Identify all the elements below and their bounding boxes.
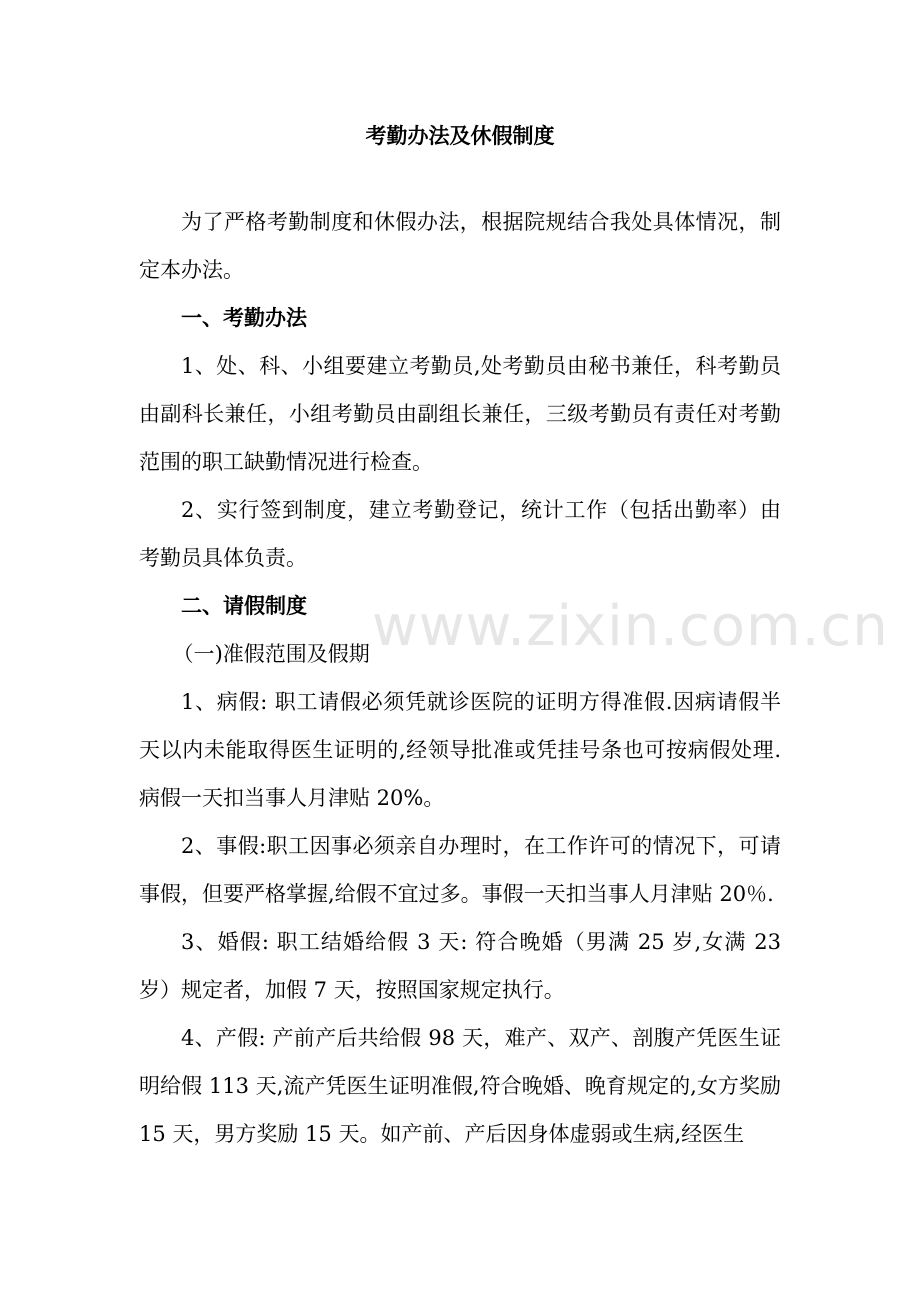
- intro-paragraph: 为了严格考勤制度和休假办法，根据院规结合我处具体情况，制定本办法。: [139, 210, 781, 282]
- document-body: [139, 198, 781, 1158]
- section-heading-attendance: 一、考勤办法: [181, 306, 307, 330]
- leave-subheading: （一)准假范围及假期: [172, 642, 370, 666]
- leave-item-maternity: 4、产假: 产前产后共给假 98 天，难产、双产、剖腹产凭医生证明给假 113 天,流产凭医生证明准假,符合晚婚、晚育规定的,女方奖励 15 天，男方奖励 15 天。如产前、产后因身体虚弱或生病,经医生: [139, 1026, 781, 1146]
- watermark: www.zixin.com.cn: [372, 594, 889, 659]
- leave-item-personal: 2、事假:职工因事必须亲自办理时，在工作许可的情况下，可请事假，但要严格掌握,给假不宜过多。事假一天扣当事人月津贴 20％.: [139, 834, 781, 906]
- leave-item-marriage: 3、婚假: 职工结婚给假 3 天: 符合晚婚（男满 25 岁,女满 23 岁）规定者，加假 7 天，按照国家规定执行。: [139, 930, 781, 1002]
- leave-item-sick: 1、病假: 职工请假必须凭就诊医院的证明方得准假.因病请假半天以内未能取得医生证明的,经领导批准或凭挂号条也可按病假处理.病假一天扣当事人月津贴 20%。: [139, 690, 781, 810]
- attendance-item-1: 1、处、科、小组要建立考勤员,处考勤员由秘书兼任，科考勤员由副科长兼任，小组考勤员由副组长兼任，三级考勤员有责任对考勤范围的职工缺勤情况进行检查。: [139, 354, 781, 474]
- document-title: 考勤办法及休假制度: [365, 124, 555, 148]
- section-heading-leave: 二、请假制度: [181, 594, 307, 618]
- attendance-item-2: 2、实行签到制度，建立考勤登记，统计工作（包括出勤率）由考勤员具体负责。: [139, 498, 781, 570]
